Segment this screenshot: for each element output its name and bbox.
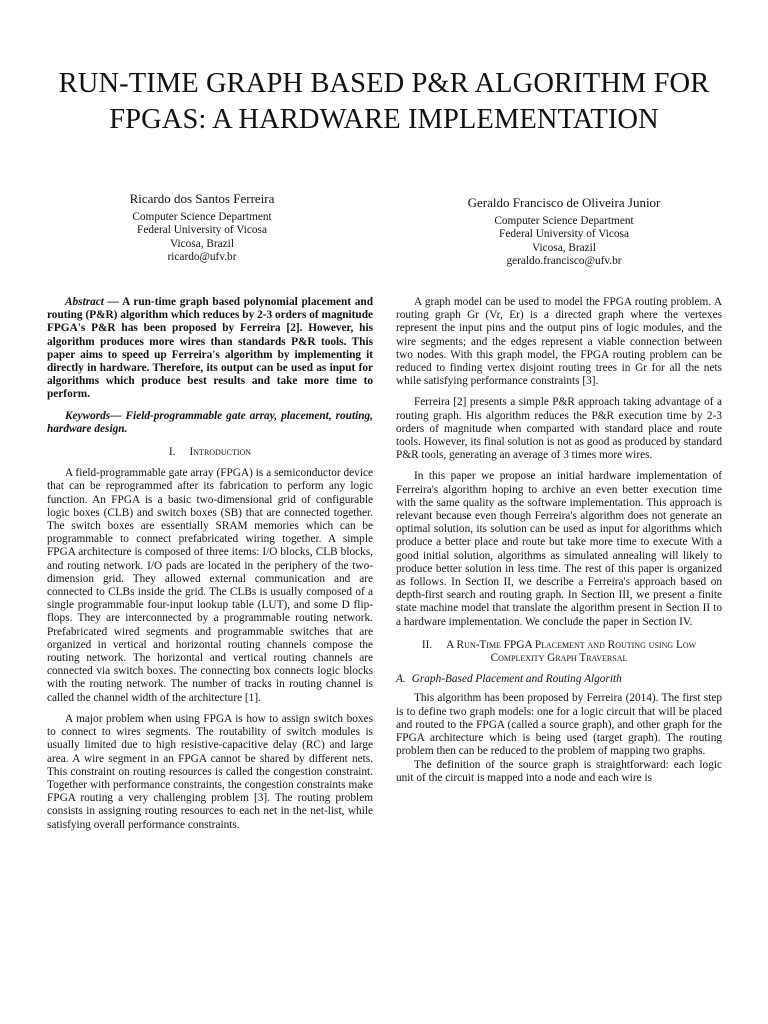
author-location: Vicosa, Brazil — [532, 241, 596, 254]
paragraph: Ferreira [2] presents a simple P&R approach taking advantage of a routing graph. His algorithm reduces the P&R execution time by 2-3 orders of magnitude when comparted with standard place and route tools. However, its final solution is not as good as produced by standard P&R tools, generating an average of 3 times more wires. — [396, 396, 722, 462]
author-university: Federal University of Vicosa — [499, 228, 629, 241]
author-location: Vicosa, Brazil — [170, 237, 234, 250]
section-heading-2 — [396, 639, 722, 665]
author-email: ricardo@ufv.br — [167, 250, 237, 263]
author-department: Computer Science Department — [132, 211, 272, 223]
section-number: II. — [421, 638, 433, 651]
abstract — [47, 296, 373, 402]
abstract-label: Abstract — — [65, 296, 119, 308]
section-title: A Run-Time FPGA Placement and Routing using Low Complexity Graph Traversal — [446, 638, 697, 665]
author-university: Federal University of Vicosa — [137, 224, 267, 237]
keywords-text: Field-programmable gate array, placement, routing, hardware design. — [47, 409, 374, 435]
author-block-2 — [414, 195, 714, 268]
paragraph: This algorithm has been proposed by Ferreira (2014). The first step is to define two graph models: one for a logic circuit that will be placed and routed to the FPGA (called a source graph), and other graph for the FPGA architecture which is being used (target graph). The routing problem then can be reduced to the problem of mapping two graphs. — [396, 692, 722, 758]
paragraph: A field-programmable gate array (FPGA) is a semiconductor device that can be reprogrammed after its fabrication to perform any logic function. An FPGA is a basic two-dimensional grid of configurable logic boxes (CLB) and switch boxes (SB) that are connected together. The switch boxes are essentially SRAM memories which can be programmable to connect prefabricated wiring together. A simple FPGA architecture is composed of three items: I/O blocks, CLB blocks, and routing network. I/O pads are located in the periphery of the two-dimension grid. They allowed external communication and are connected to CLBs inside the grid. The CLBs is usually composed of a single programmable four-input lookup table (LUT), and some D flip-flops. They are interconnected by a programmable routing network. Prefabricated wired segments and programmable switches that are organized in vertical and horizontal routing channels compose the routing network. The horizontal and vertical routing channels are connected via switch boxes. The connecting box connects logic blocks with the routing network. The number of tracks in routing channel is called the channel width of the architecture [1]. — [47, 467, 373, 704]
section-title: Introduction — [189, 446, 252, 459]
paragraph: A graph model can be used to model the FPGA routing problem. A routing graph Gr (Vr, Er) is a directed graph where the vertexes represent the input pins and the output pins of logic modules, and the wire segments; and the edges represent a viable connection between two nodes. With this graph model, the FPGA routing problem can be reduced to finding vertex disjoint routing trees in Gr for all the nets while satisfying performance constraints [3]. — [396, 296, 722, 388]
author-name: Ricardo dos Santos Ferreira — [129, 191, 275, 206]
author-name: Geraldo Francisco de Oliveira Junior — [467, 195, 661, 210]
author-block-1 — [52, 191, 352, 264]
section-heading-introduction — [47, 446, 373, 459]
right-column — [396, 296, 722, 785]
author-email: geraldo.francisco@ufv.br — [506, 254, 622, 267]
paragraph: A major problem when using FPGA is how to assign switch boxes to connect to wires segments. The routability of switch modules is usually limited due to high resistive-capacitive delay (RC) and large area. A wire segment in an FPGA cannot be shared by different nets. This constraint on routing resources is called the congestion constraint. Together with performance constraints, the congestion constraints make FPGA routing a very challenging problem [3]. The routing problem consists in assigning routing resources to each net in the net-list, while satisfying overall performance constraints. — [47, 712, 373, 831]
abstract-text: A run-time graph based polynomial placement and routing (P&R) algorithm which reduces by 2-3 orders of magnitude FPGA's P&R has been proposed by Ferreira [2]. However, his algorithm produces more wires than standards P&R tools. This paper aims to speed up Ferreira's algorithm by implementing it directly in hardware. Therefore, its output can be used as input for algorithms which produce best results and take more time to perform. — [47, 296, 373, 401]
keywords — [47, 410, 373, 436]
left-column — [47, 296, 373, 832]
paragraph: In this paper we propose an initial hardware implementation of Ferreira's algorithm hoping to archive an even better execution time with the same quality as the software implementation. This approach is relevant because even though Ferreira's algorithm does not generate an optimal solution, its solution can be used as input for algorithms which produce a better place and route but take more time to execute With a good initial solution, algorithms as simulated annealing will likely to produce better solution in less time. The rest of this paper is organized as follows. In Section II, we describe a Ferreira's approach based on depth-first search and routing graph. In Section III, we present a finite state machine model that translate the algorithm present in Section II to a hardware implementation. We conclude the paper in Section IV. — [396, 470, 722, 628]
subsection-number: A. — [396, 673, 406, 686]
paragraph: The definition of the source graph is straightforward: each logic unit of the circuit is mapped into a node and each wire is — [396, 758, 722, 784]
subsection-heading — [396, 673, 722, 686]
section-number: I. — [168, 446, 176, 459]
subsection-title: Graph-Based Placement and Routing Algorith — [411, 673, 622, 686]
author-department: Computer Science Department — [494, 215, 634, 227]
paper-title: RUN-TIME GRAPH BASED P&R ALGORITHM FOR FPGAS: A HARDWARE IMPLEMENTATION — [58, 68, 710, 135]
keywords-label: Keywords— — [65, 409, 122, 422]
